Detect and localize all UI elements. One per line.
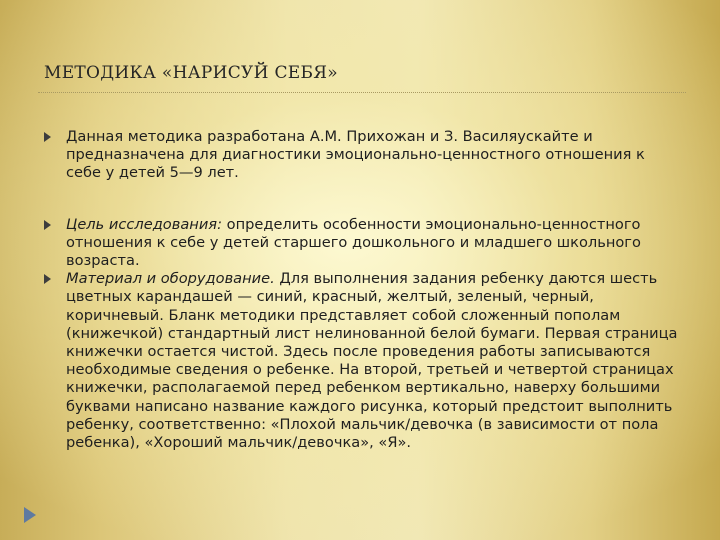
bullet-text: Для выполнения задания ребенку даются шесть цветных карандашей — синий, красный, желтый, зеленый, черный, коричневый. Бланк методики представляет собой сложенный пополам (книжечкой) стандартный лист нелинованной белой бумаги. Первая страница книжечки остается чистой. Здесь после проведения работы записываются необходимые сведения о ребенке. На второй, третьей и четвертой страницах книжечки, располагаемой перед ребенком вертикально, наверху большими буквами написано название каждого рисунка, который предстоит выполнить ребенку, соответственно: «Плохой мальчик/девочка (в зависимости от пола ребенка), «Хороший мальчик/девочка», «Я».: [66, 270, 678, 452]
bullet-item: [44, 128, 684, 183]
bullet-list: [44, 128, 684, 452]
bullet-arrow-icon: [44, 132, 51, 142]
slide-title: МЕТОДИКА «НАРИСУЙ СЕБЯ»: [44, 63, 338, 83]
title-divider: [38, 92, 686, 93]
next-slide-arrow-icon[interactable]: [24, 507, 36, 523]
bullet-item: [44, 216, 684, 271]
bullet-lead: Материал и оборудование.: [66, 270, 275, 288]
bullet-text: определить особенности эмоционально-ценностного отношения к себе у детей старшего дошкольного и младшего школьного возраста.: [66, 215, 641, 270]
bullet-text: Данная методика разработана А.М. Прихожан и З. Василяускайте и предназначена для диагностики эмоционально-ценностного отношения к себе у детей 5—9 лет.: [66, 128, 645, 182]
bullet-arrow-icon: [44, 274, 51, 284]
bullet-lead: Цель исследования:: [66, 215, 222, 233]
bullet-item: [44, 270, 684, 452]
bullet-arrow-icon: [44, 220, 51, 230]
